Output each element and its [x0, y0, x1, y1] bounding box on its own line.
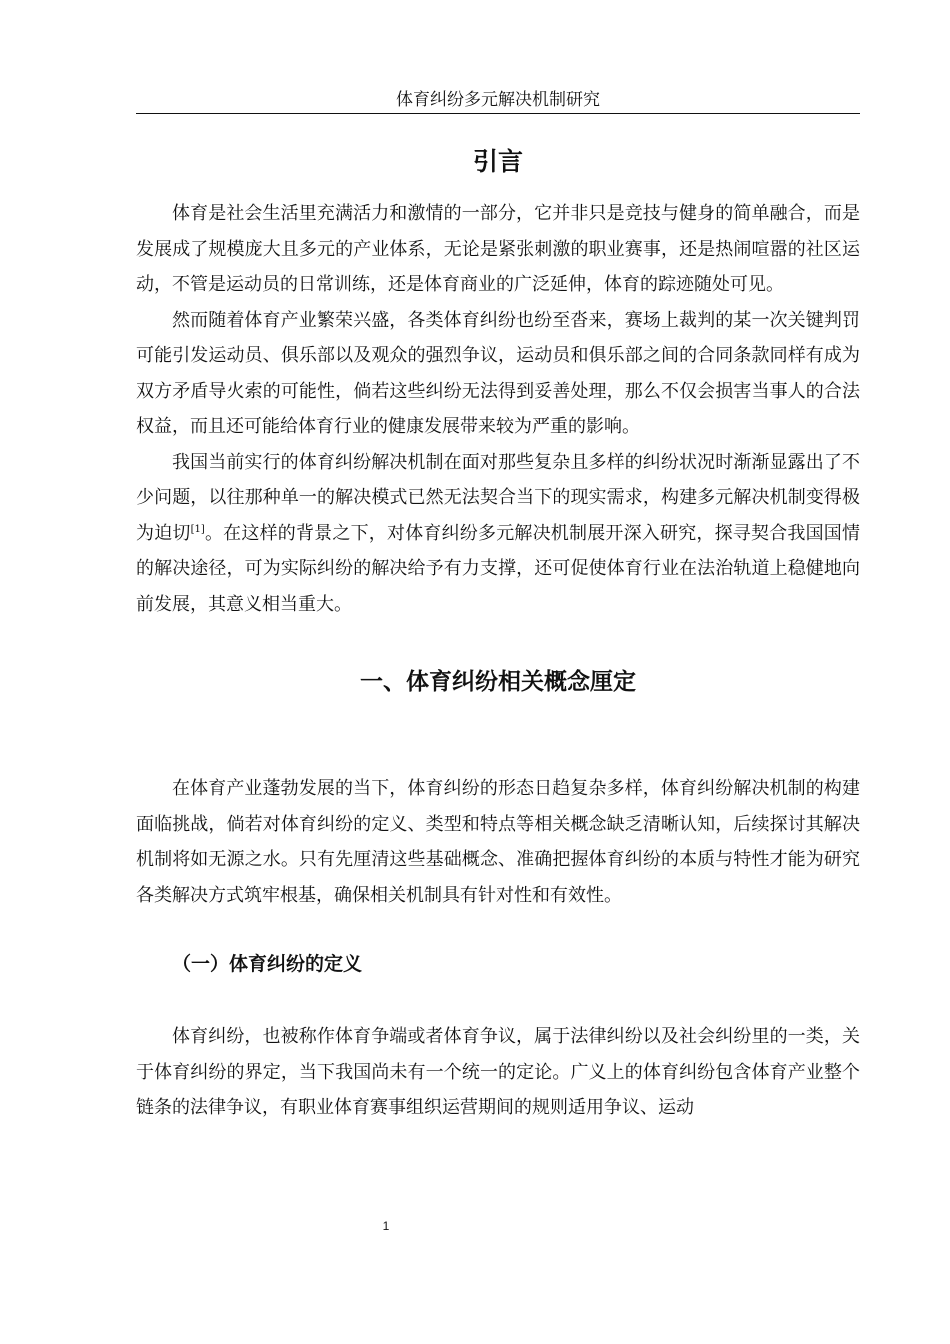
intro-paragraph-3-text-before: 我国当前实行的体育纠纷解决机制在面对那些复杂且多样的纠纷状况时渐渐显露出了不少问题，以往那种单一的解决模式已然无法契合当下的现实需求，构建多元解决机制变得极为迫切 [136, 451, 860, 544]
citation-reference: [1] [190, 523, 205, 535]
section-heading: 一、体育纠纷相关概念厘定 [360, 669, 636, 695]
page-number: 1 [382, 1219, 390, 1233]
intro-paragraph-3-text-after: 。在这样的背景之下，对体育纠纷多元解决机制展开深入研究，探寻契合我国国情的解决途径，可为实际纠纷的解决给予有力支撑，还可促使体育行业在法治轨道上稳健地向前发展，其意义相当重大。 [136, 522, 861, 615]
subsection-paragraph: 体育纠纷，也被称作体育争端或者体育争议，属于法律纠纷以及社会纠纷里的一类，关于体育纠纷的界定，当下我国尚未有一个统一的定论。广义上的体育纠纷包含体育产业整个链条的法律争议，有职业体育赛事组织运营期间的规则适用争议、运动 [136, 1026, 860, 1118]
header-rule [136, 113, 860, 114]
intro-paragraph-1: 体育是社会生活里充满活力和激情的一部分，它并非只是竞技与健身的简单融合，而是发展成了规模庞大且多元的产业体系，无论是紧张刺激的职业赛事，还是热闹喧嚣的社区运动，不管是运动员的日常训练，还是体育商业的广泛延伸，体育的踪迹随处可见。 [136, 203, 860, 295]
page-content [136, 140, 860, 1126]
intro-paragraph-3 [136, 445, 860, 623]
intro-title: 引言 [472, 147, 523, 176]
subsection-spacer [136, 979, 860, 1019]
subsection-heading: （一）体育纠纷的定义 [172, 953, 363, 975]
intro-paragraph-2: 然而随着体育产业繁荣兴盛，各类体育纠纷也纷至沓来，赛场上裁判的某一次关键判罚可能引发运动员、俱乐部以及观众的强烈争议，运动员和俱乐部之间的合同条款同样有成为双方矛盾导火索的可能性，倘若这些纠纷无法得到妥善处理，那么不仅会损害当事人的合法权益，而且还可能给体育行业的健康发展带来较为严重的影响。 [136, 309, 860, 437]
running-header: 体育纠纷多元解决机制研究 [396, 90, 600, 110]
section-spacer [136, 702, 860, 771]
section-paragraph: 在体育产业蓬勃发展的当下，体育纠纷的形态日趋复杂多样，体育纠纷解决机制的构建面临挑战，倘若对体育纠纷的定义、类型和特点等相关概念缺乏清晰认知，后续探讨其解决机制将如无源之水。只有先厘清这些基础概念、准确把握体育纠纷的本质与特性才能为研究各类解决方式筑牢根基，确保相关机制具有针对性和有效性。 [136, 778, 860, 906]
